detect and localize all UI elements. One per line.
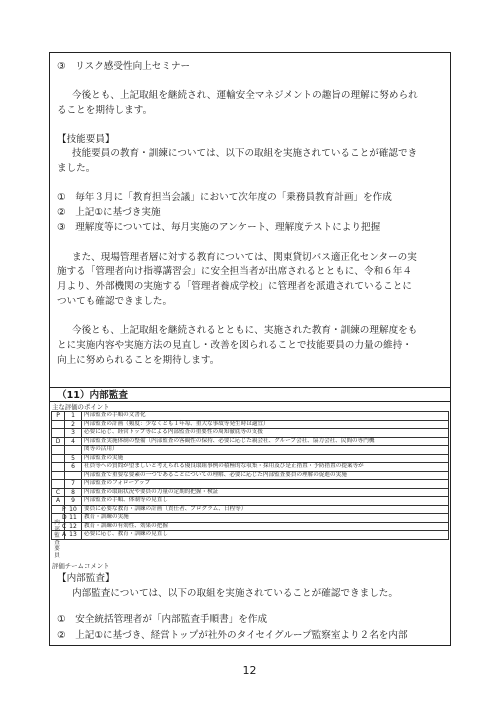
description-cell: 内部監査の実施 (82, 454, 449, 463)
pdca-cell: D (52, 514, 65, 523)
pdca-cell (52, 471, 65, 480)
table-row (52, 522, 449, 531)
number-cell: 1 (65, 412, 82, 421)
pdca-cell: A (52, 497, 65, 506)
number-cell: 10 (65, 505, 82, 514)
paragraph-1-line-1: 今後とも、上記取組を継続され、運輸安全マネジメントの趣旨の理解に努められ (72, 90, 418, 101)
paragraph-2-line-2: ました。 (57, 163, 96, 174)
paragraph-1-line-2: ることを期待します。 (57, 105, 153, 116)
paragraph-3-line-4: ついても確認できました。 (57, 296, 173, 307)
table-row (52, 412, 449, 421)
pdca-cell (52, 463, 65, 472)
number-cell: 3 (65, 429, 82, 438)
pdca-cell: C (52, 522, 65, 531)
paragraph-3-line-2: 施する「管理者向け指導講習会」に安全担当者が出席されるとともに、令和６年４ (57, 266, 412, 277)
table-row (52, 429, 449, 438)
table-row (52, 514, 449, 523)
description-cell: 内部監査のフォローアップ (82, 480, 449, 489)
page-number: 12 (242, 664, 257, 677)
number-cell (65, 446, 82, 455)
description-cell: 必要に応じ、教育・訓練の見直し (82, 531, 449, 540)
pdca-cell (52, 429, 65, 438)
description-cell: 教育・訓練の実施 (82, 514, 449, 523)
description-cell: 要員に必要な教育・訓練の計画（責任者、プログラム、日程等） (82, 505, 449, 514)
description-cell: 内部監査の取組状況や要員の力量の定期的把握・検証 (82, 488, 449, 497)
table-row (52, 446, 449, 455)
table-row (52, 480, 449, 489)
description-cell: 教育・訓練の有効性、効果の把握 (82, 522, 449, 531)
heading-skill-staff: 【技能要員】 (57, 134, 115, 145)
number-cell: 5 (65, 454, 82, 463)
number-cell: 2 (65, 420, 82, 429)
evaluation-points-label: 主な評価のポイント (52, 403, 110, 411)
description-cell: 内部監査で重要な要素の一つであることについての理解、必要に応じた内部監査要員の理解の促進の実施 (82, 471, 449, 480)
pdca-cell (52, 420, 65, 429)
description-cell: 内部監査実施体制の整備（内部監査の客観性の保持、必要に応じた親会社、グループ会社、協力会社、民間の専門機 (82, 437, 449, 446)
pdca-cell: C (52, 488, 65, 497)
description-cell: 必要に応じ、経営トップ等による内部監査の重要性の周知徹底等の支援 (82, 429, 449, 438)
description-cell: 内部監査の計画（頻度：少なくとも１年毎、重大な事故等発生時は適宜） (82, 420, 449, 429)
list-item-3: ③ 理解度等については、毎月実施のアンケート、理解度テストにより把握 (57, 222, 381, 233)
table-row (52, 420, 449, 429)
table-row (52, 505, 449, 514)
paragraph-4-line-3: 向上に努められることを期待します。 (57, 355, 220, 366)
paragraph-3-line-1: また、現場管理者層に対する教育については、関東貸切バス適正化センターの実 (72, 252, 417, 263)
pdca-cell: A (52, 531, 65, 540)
pdca-cell (52, 454, 65, 463)
description-cell: 社員等への質問が望ましいと考えられる優良取組事例の積極的な収集・採用及び是正措置・予防措置の提案等が (82, 463, 449, 472)
paragraph-2-line-1: 技能要員の教育・訓練については、以下の取組を実施されていることが確認でき (72, 148, 418, 159)
section11-title: （11）内部監査 (57, 390, 128, 401)
description-cell: 内部監査の手順、体制等の見直し (82, 497, 449, 506)
team-comment-label: 評価チームコメント (52, 562, 110, 570)
description-cell: 関等の活用） (82, 446, 449, 455)
top-section-frame (49, 52, 451, 388)
evaluation-points-table (51, 411, 449, 540)
list-item-2: ② 上記①に基づき実施 (57, 207, 161, 218)
internal-audit-list-2: ② 上記①に基づき、経営トップが社外のタイセイグループ監察室より２名を内部 (57, 630, 408, 641)
number-cell (65, 471, 82, 480)
internal-auditor-label: 内部監査要員 (54, 520, 60, 559)
heading-internal-audit: 【内部監査】 (57, 573, 115, 584)
number-cell: 6 (65, 463, 82, 472)
item-3-text: ③ リスク感受性向上セミナー (57, 61, 191, 72)
number-cell: 9 (65, 497, 82, 506)
pdca-cell: P (52, 412, 65, 421)
number-cell: 8 (65, 488, 82, 497)
table-row (52, 471, 449, 480)
number-cell: 13 (65, 531, 82, 540)
number-cell: 4 (65, 437, 82, 446)
number-cell: 11 (65, 514, 82, 523)
pdca-cell (52, 446, 65, 455)
number-cell: 12 (65, 522, 82, 531)
pdca-cell: P (52, 505, 65, 514)
table-row (52, 437, 449, 446)
table-row (52, 531, 449, 540)
paragraph-4-line-2: とに実施内容や実施方法の見直し・改善を図られることで技能要員の力量の維持・ (57, 340, 412, 351)
table-row (52, 497, 449, 506)
paragraph-3-line-3: 月より、外部機関の実施する「管理者養成学校」に管理者を派遣されていることに (57, 281, 412, 292)
pdca-cell (52, 480, 65, 489)
internal-audit-paragraph: 内部監査については、以下の取組を実施されていることが確認できました。 (72, 588, 398, 599)
description-cell: 内部監査の手順の文書化 (82, 412, 449, 421)
table-row (52, 463, 449, 472)
paragraph-4-line-1: 今後とも、上記取組を継続されるとともに、実施された教育・訓練の理解度をも (72, 325, 418, 336)
internal-audit-list-1: ① 安全統括管理者が「内部監査手順書」を作成 (57, 614, 268, 625)
table-row (52, 488, 449, 497)
pdca-cell: D (52, 437, 65, 446)
list-item-1: ① 毎年３月に「教育担当会議」において次年度の「乗務員教育計画」を作成 (57, 192, 392, 203)
number-cell: 7 (65, 480, 82, 489)
table-row (52, 454, 449, 463)
